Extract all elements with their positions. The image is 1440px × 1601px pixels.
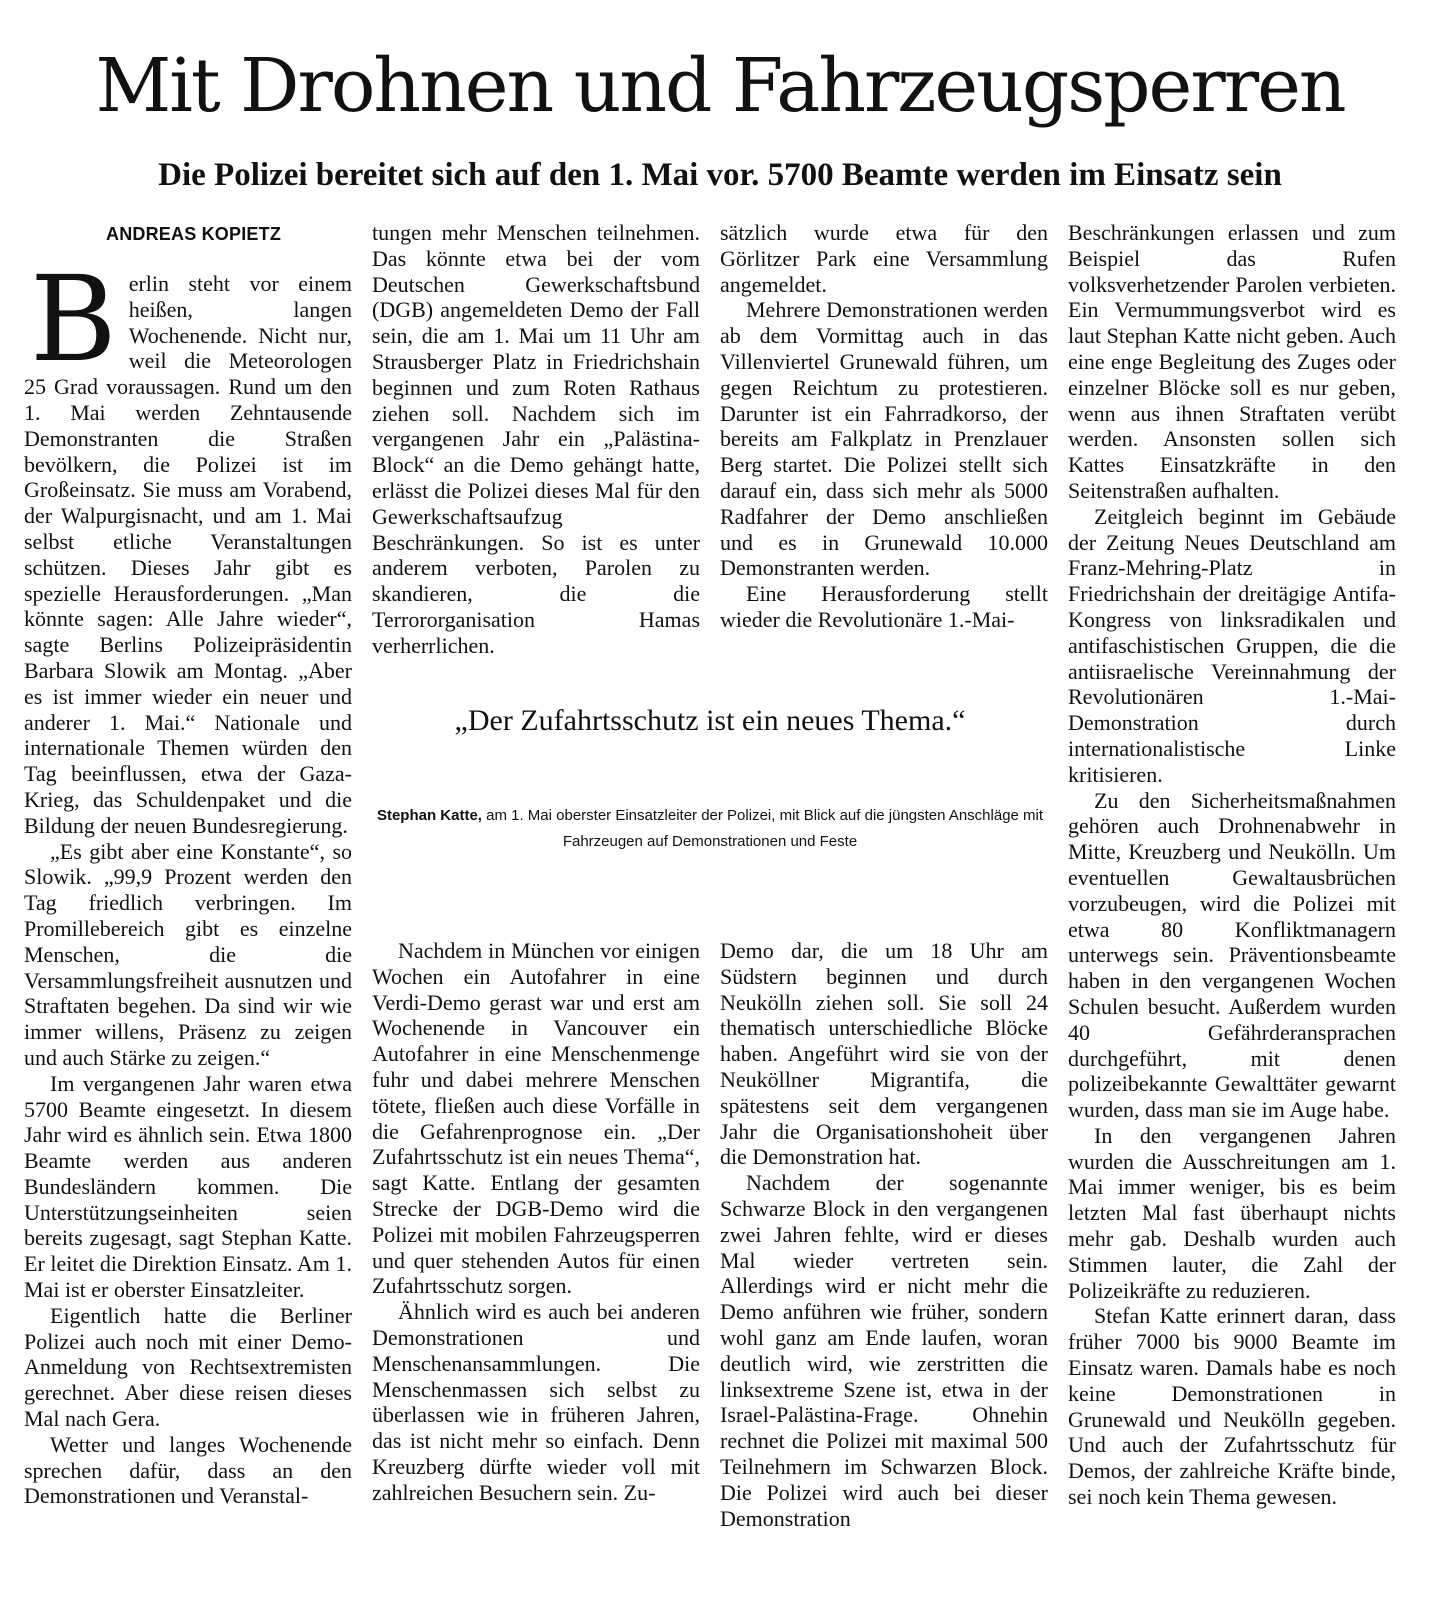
paragraph: „Es gibt aber eine Konstante“, so Slowik. „99,9 Prozent werden den Tag friedlich verbringen. Im Promillebereich gibt es einzelne Menschen, die die Versammlungsfreiheit ausnutzen und Straftaten begehen. Da sind wir wie immer willens, Präsenz zu zeigen und auch Stärke zu zeigen.“ xyxy=(24,838,352,1070)
headline: Mit Drohnen und Fahrzeugsperren xyxy=(95,43,1345,129)
paragraph: In den vergangenen Jahren wurden die Ausschreitungen am 1. Mai immer weniger, bis es beim letzten Mal fast überhaupt nichts mehr gab. Deshalb wurden auch Stimmen lauter, die Zahl der Polizeikräfte zu reduzieren. xyxy=(1068,1122,1396,1303)
paragraph: Eine Herausforderung stellt wieder die Revolutionäre 1.-Mai- xyxy=(720,581,1048,632)
article-column-3-top xyxy=(720,220,1048,633)
paragraph: Eigentlich hatte die Berliner Polizei auch noch mit einer Demo-Anmeldung von Rechtsextremisten gerechnet. Aber diese reisen dieses Mal nach Gera. xyxy=(24,1302,352,1432)
paragraph: Nachdem der sogenannte Schwarze Block in den vergangenen zwei Jahren fehlte, wird er dieses Mal wieder vertreten sein. Allerdings wird er nicht mehr die Demo anführen wie früher, sondern wohl ganz am Ende laufen, woran deutlich wird, wie zerstritten die linksextreme Szene ist, etwa in der Israel-Palästina-Frage. Ohnehin rechnet die Polizei mit maximal 500 Teilnehmern im Schwarzen Block. Die Polizei wird auch bei dieser Demonstration xyxy=(720,1170,1048,1531)
paragraph: Im vergangenen Jahr waren etwa 5700 Beamte eingesetzt. In diesem Jahr wird es ähnlich sein. Etwa 1800 Beamte werden aus anderen Bundesländern kommen. Die Unterstützungseinheiten seien bereits zugesagt, sagt Stephan Katte. Er leitet die Direktion Einsatz. Am 1. Mai ist er oberster Einsatzleiter. xyxy=(24,1070,352,1303)
paragraph: Nachdem in München vor einigen Wochen ein Autofahrer in eine Verdi-Demo gerast war und erst am Wochenende in Vancouver ein Autofahrer in eine Menschenmenge fuhr und dabei mehrere Menschen tötete, fließen auch diese Vorfälle in die Gefahrenprognose ein. „Der Zufahrtsschutz ist ein neues Thema“, sagt Katte. Entlang der gesamten Strecke der DGB-Demo wird die Polizei mit mobilen Fahrzeugsperren und quer stehenden Autos für einen Zufahrtsschutz sorgen. xyxy=(372,938,700,1299)
quote-attribution-text: am 1. Mai oberster Einsatzleiter der Polizei, mit Blick auf die jüngsten Anschläge mit Fahrzeugen auf Demonstrationen und Feste xyxy=(486,807,1044,850)
paragraph: Beschränkungen erlassen und zum Beispiel das Rufen volksverhetzender Parolen verbieten. Ein Vermummungsverbot wird es laut Stephan Katte nicht geben. Auch eine enge Begleitung des Zuges oder einzelner Blöcke soll es nur geben, wenn aus ihnen Straftaten verübt werden. Ansonsten sollen sich Kattes Einsatzkräfte in den Seitenstraßen aufhalten. xyxy=(1068,220,1396,503)
subheadline: Die Polizei bereitet sich auf den 1. Mai vor. 5700 Beamte werden im Einsatz sein xyxy=(158,157,1282,193)
article-column-1 xyxy=(24,250,352,1509)
paragraph: Stefan Katte erinnert daran, dass früher 7000 bis 9000 Beamte im Einsatz waren. Damals habe es noch keine Demonstrationen in Grunewald und Neukölln gegeben. Und auch der Zufahrtsschutz für Demos, der zahlreiche Kräfte binde, sei noch kein Thema gewesen. xyxy=(1068,1303,1396,1510)
paragraph: Wetter und langes Wochenende sprechen dafür, dass an den Demonstrationen und Veranstal- xyxy=(24,1431,352,1509)
paragraph: tungen mehr Menschen teilnehmen. Das könnte etwa bei der vom Deutschen Gewerkschaftsbund (DGB) angemeldeten Demo der Fall sein, die am 1. Mai um 11 Uhr am Strausberger Platz in Friedrichshain beginnen und zum Roten Rathaus ziehen soll. Nachdem sich im vergangenen Jahr ein „Palästina-Block“ an die Demo gehängt hatte, erlässt die Polizei dieses Mal für den Gewerkschaftsaufzug Beschränkungen. So ist es unter anderem verboten, Parolen zu skandieren, die die Terrororganisation Hamas verherrlichen. xyxy=(372,220,700,658)
paragraph: Demo dar, die um 18 Uhr am Südstern beginnen und durch Neukölln ziehen soll. Sie soll 24 thematisch unterschiedliche Blöcke haben. Angeführt wird sie von der Neuköllner Migrantifa, die spätestens seit dem vergangenen Jahr die Organisationshoheit über die Demonstration hat. xyxy=(720,938,1048,1170)
paragraph: erlin steht vor einem heißen, langen Wochenende. Nicht nur, weil die Meteorologen 25 Grad voraussagen. Rund um den 1. Mai werden Zehntausende Demonstranten die Straßen bevölkern, die Polizei ist im Großeinsatz. Sie muss am Vorabend, der Walpurgisnacht, und am 1. Mai selbst etliche Veranstaltungen schützen. Dieses Jahr gibt es spezielle Herausforderungen. „Man könnte sagen: Alle Jahre wieder“, sagte Berlins Polizeipräsidentin Barbara Slowik am Montag. „Aber es ist immer wieder ein neuer und anderer 1. Mai.“ Nationale und internationale Themen würden den Tag beeinflussen, etwa der Gaza-Krieg, das Schuldenpaket und die Bildung der neuen Bundesregierung. xyxy=(24,271,352,838)
paragraph: Zeitgleich beginnt im Gebäude der Zeitung Neues Deutschland am Franz-Mehring-Platz in Friedrichshain der dreitägige Antifa-Kongress von linksradikalen und antifaschistischen Gruppen, die die antiisraelische Vereinnahmung der Revolutionären 1.-Mai-Demonstration durch internationalistische Linke kritisieren. xyxy=(1068,503,1396,787)
pull-quote: „Der Zufahrtsschutz ist ein neues Thema.“ xyxy=(454,704,966,737)
article-column-4 xyxy=(1068,220,1396,1510)
quote-speaker: Stephan Katte, xyxy=(376,807,482,824)
drop-cap: B xyxy=(30,250,117,388)
article-column-2-bottom xyxy=(372,938,700,1506)
byline: ANDREAS KOPIETZ xyxy=(106,224,282,244)
paragraph: Ähnlich wird es auch bei anderen Demonstrationen und Menschenansammlungen. Die Menschenmassen sich selbst zu überlassen wie in früheren Jahren, das ist nicht mehr so einfach. Denn Kreuzberg dürfte wieder voll mit zahlreichen Besuchern sein. Zu- xyxy=(372,1299,700,1505)
pull-quote-attribution xyxy=(372,803,1048,855)
paragraph: Zu den Sicherheitsmaßnahmen gehören auch Drohnenabwehr in Mitte, Kreuzberg und Neukölln. Um eventuellen Gewaltausbrüchen vorzubeugen, wird die Polizei mit etwa 80 Konfliktmanagern unterwegs sein. Präventionsbeamte haben in den vergangenen Wochen Schulen besucht. Außerdem wurden 40 Gefährderansprachen durchgeführt, mit denen polizeibekannte Gewalttäter gewarnt wurden, dass man sie im Auge habe. xyxy=(1068,787,1396,1123)
paragraph: sätzlich wurde etwa für den Görlitzer Park eine Versammlung angemeldet. xyxy=(720,220,1048,297)
article-column-3-bottom xyxy=(720,938,1048,1531)
article-column-2-top xyxy=(372,220,700,659)
paragraph: Mehrere Demonstrationen werden ab dem Vormittag auch in das Villenviertel Grunewald führen, um gegen Reichtum zu protestieren. Darunter ist ein Fahrradkorso, der bereits am Falkplatz in Prenzlauer Berg startet. Die Polizei stellt sich darauf ein, dass sich mehr als 5000 Radfahrer der Demo anschließen und es in Grunewald 10.000 Demonstranten werden. xyxy=(720,297,1048,581)
